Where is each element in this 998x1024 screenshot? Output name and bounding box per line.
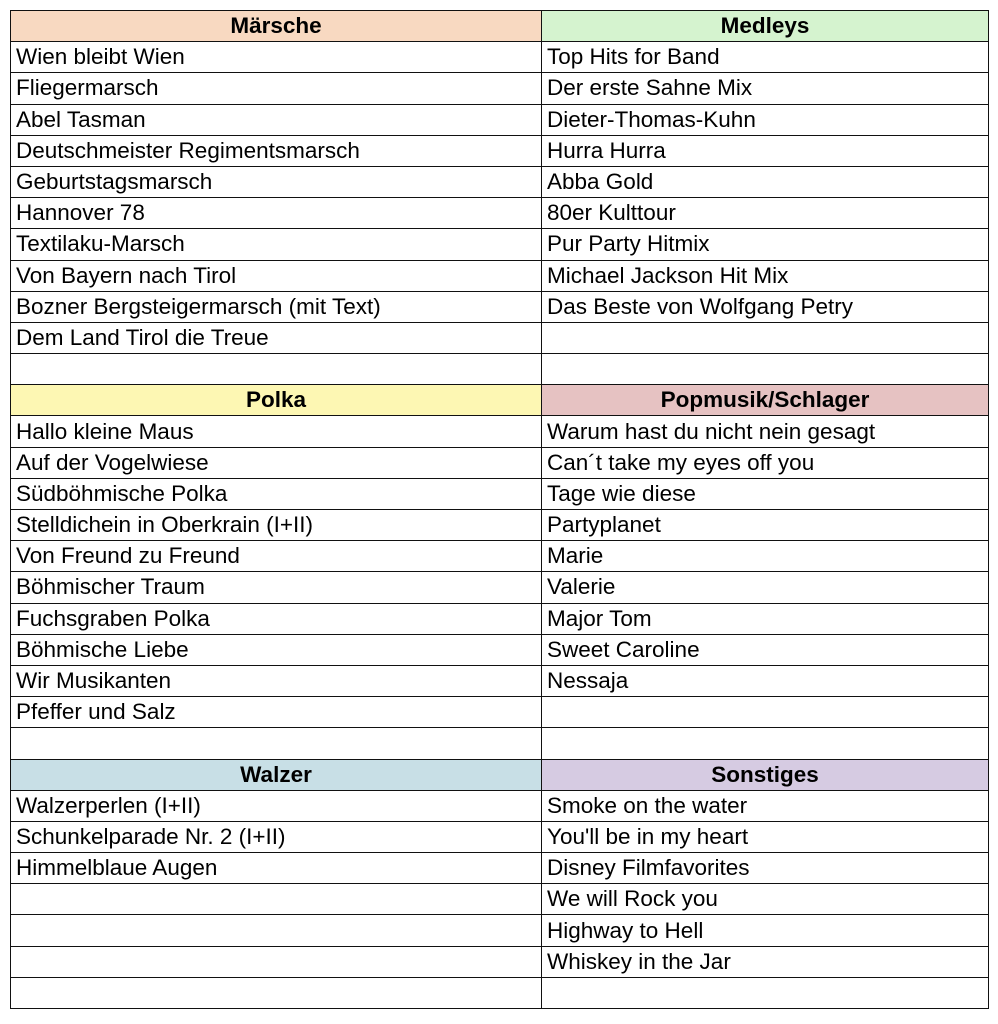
song-title-cell: Pfeffer und Salz bbox=[11, 697, 542, 728]
table-row bbox=[11, 42, 989, 73]
song-title-cell: Böhmische Liebe bbox=[11, 634, 542, 665]
song-title-cell: Der erste Sahne Mix bbox=[542, 73, 989, 104]
table-row bbox=[11, 260, 989, 291]
song-title-cell: Top Hits for Band bbox=[542, 42, 989, 73]
category-header-maersche: Märsche bbox=[11, 11, 542, 42]
section-header-row bbox=[11, 385, 989, 416]
song-title-cell: Textilaku-Marsch bbox=[11, 229, 542, 260]
song-title-cell: Himmelblaue Augen bbox=[11, 853, 542, 884]
category-header-walzer: Walzer bbox=[11, 759, 542, 790]
empty-cell bbox=[11, 915, 542, 946]
table-row bbox=[11, 73, 989, 104]
song-title-cell: Whiskey in the Jar bbox=[542, 946, 989, 977]
song-title-cell: Das Beste von Wolfgang Petry bbox=[542, 291, 989, 322]
song-title-cell: Hannover 78 bbox=[11, 198, 542, 229]
table-row bbox=[11, 853, 989, 884]
song-title-cell: Valerie bbox=[542, 572, 989, 603]
song-title-cell: Fliegermarsch bbox=[11, 73, 542, 104]
table-row bbox=[11, 354, 989, 385]
song-title-cell: Pur Party Hitmix bbox=[542, 229, 989, 260]
table-row bbox=[11, 977, 989, 1008]
category-header-polka: Polka bbox=[11, 385, 542, 416]
table-row bbox=[11, 821, 989, 852]
category-header-medleys: Medleys bbox=[542, 11, 989, 42]
table-row bbox=[11, 135, 989, 166]
song-title-cell: Bozner Bergsteigermarsch (mit Text) bbox=[11, 291, 542, 322]
song-title-cell: Warum hast du nicht nein gesagt bbox=[542, 416, 989, 447]
table-row bbox=[11, 447, 989, 478]
table-row bbox=[11, 229, 989, 260]
song-title-cell: 80er Kulttour bbox=[542, 198, 989, 229]
table-row bbox=[11, 634, 989, 665]
table-row bbox=[11, 416, 989, 447]
table-row bbox=[11, 572, 989, 603]
song-title-cell: Partyplanet bbox=[542, 510, 989, 541]
song-title-cell: Tage wie diese bbox=[542, 478, 989, 509]
song-title-cell: Schunkelparade Nr. 2 (I+II) bbox=[11, 821, 542, 852]
empty-cell bbox=[542, 354, 989, 385]
song-title-cell: Von Freund zu Freund bbox=[11, 541, 542, 572]
song-title-cell: Wien bleibt Wien bbox=[11, 42, 542, 73]
table-row bbox=[11, 104, 989, 135]
empty-cell bbox=[542, 728, 989, 759]
table-row bbox=[11, 541, 989, 572]
empty-cell bbox=[11, 884, 542, 915]
song-title-cell: Walzerperlen (I+II) bbox=[11, 790, 542, 821]
song-title-cell: Von Bayern nach Tirol bbox=[11, 260, 542, 291]
song-title-cell: Michael Jackson Hit Mix bbox=[542, 260, 989, 291]
table-row bbox=[11, 697, 989, 728]
section-header-row bbox=[11, 11, 989, 42]
song-title-cell: Nessaja bbox=[542, 665, 989, 696]
song-title-cell: Dem Land Tirol die Treue bbox=[11, 322, 542, 353]
song-title-cell: Auf der Vogelwiese bbox=[11, 447, 542, 478]
empty-cell bbox=[542, 977, 989, 1008]
song-title-cell: Wir Musikanten bbox=[11, 665, 542, 696]
table-row bbox=[11, 665, 989, 696]
table-row bbox=[11, 291, 989, 322]
empty-cell bbox=[11, 977, 542, 1008]
table-row bbox=[11, 478, 989, 509]
category-header-popmusik-schlager: Popmusik/Schlager bbox=[542, 385, 989, 416]
song-title-cell: Geburtstagsmarsch bbox=[11, 166, 542, 197]
table-row bbox=[11, 915, 989, 946]
empty-cell bbox=[11, 728, 542, 759]
empty-cell bbox=[11, 354, 542, 385]
song-title-cell: Böhmischer Traum bbox=[11, 572, 542, 603]
table-row bbox=[11, 884, 989, 915]
table-row bbox=[11, 322, 989, 353]
song-title-cell: We will Rock you bbox=[542, 884, 989, 915]
song-title-cell: Hurra Hurra bbox=[542, 135, 989, 166]
empty-cell bbox=[11, 946, 542, 977]
song-title-cell: Stelldichein in Oberkrain (I+II) bbox=[11, 510, 542, 541]
song-title-cell: Südböhmische Polka bbox=[11, 478, 542, 509]
song-title-cell: Dieter-Thomas-Kuhn bbox=[542, 104, 989, 135]
song-title-cell: Disney Filmfavorites bbox=[542, 853, 989, 884]
song-title-cell: Smoke on the water bbox=[542, 790, 989, 821]
song-title-cell: Fuchsgraben Polka bbox=[11, 603, 542, 634]
song-title-cell: Abba Gold bbox=[542, 166, 989, 197]
table-row bbox=[11, 790, 989, 821]
repertoire-table bbox=[10, 10, 989, 1009]
song-title-cell: You'll be in my heart bbox=[542, 821, 989, 852]
song-title-cell: Can´t take my eyes off you bbox=[542, 447, 989, 478]
song-title-cell: Major Tom bbox=[542, 603, 989, 634]
song-title-cell: Deutschmeister Regimentsmarsch bbox=[11, 135, 542, 166]
table-row bbox=[11, 510, 989, 541]
table-row bbox=[11, 728, 989, 759]
song-title-cell: Sweet Caroline bbox=[542, 634, 989, 665]
song-title-cell: Abel Tasman bbox=[11, 104, 542, 135]
empty-cell bbox=[542, 697, 989, 728]
song-title-cell: Highway to Hell bbox=[542, 915, 989, 946]
table-row bbox=[11, 603, 989, 634]
section-header-row bbox=[11, 759, 989, 790]
song-title-cell: Marie bbox=[542, 541, 989, 572]
empty-cell bbox=[542, 322, 989, 353]
category-header-sonstiges: Sonstiges bbox=[542, 759, 989, 790]
song-title-cell: Hallo kleine Maus bbox=[11, 416, 542, 447]
table-row bbox=[11, 946, 989, 977]
table-row bbox=[11, 166, 989, 197]
table-row bbox=[11, 198, 989, 229]
